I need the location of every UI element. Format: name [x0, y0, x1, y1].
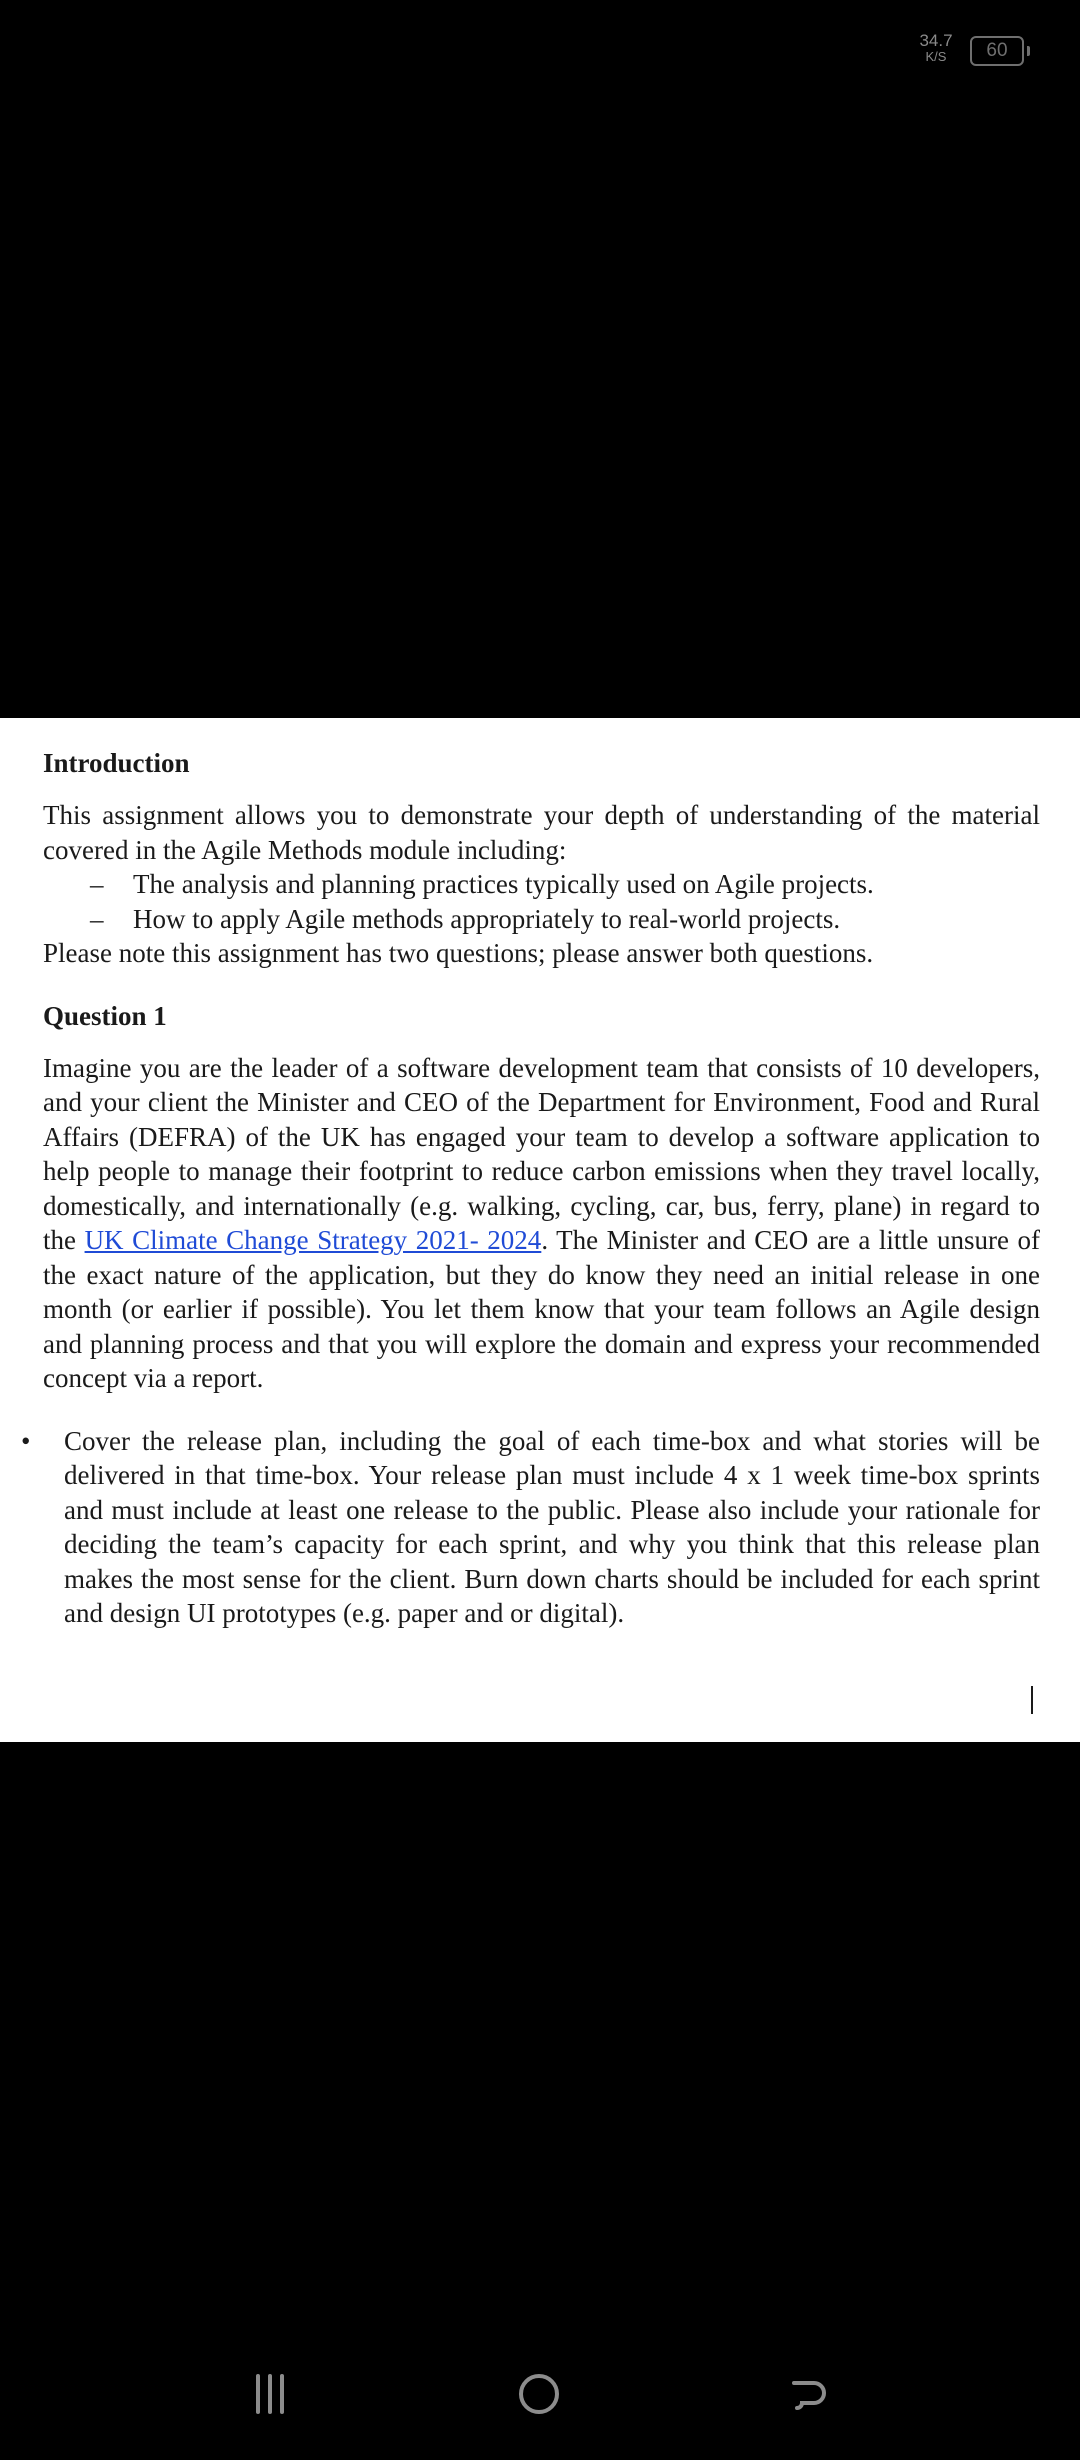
network-speed-value: 34.7 — [919, 31, 953, 50]
recent-apps-icon[interactable] — [254, 2374, 286, 2414]
list-item — [90, 902, 1040, 937]
question-text-end: . The Minister and CEO are a little unsure of the exact nature of the application, but they do know they need an initial release in one month (or earlier if possible). You let them know that your team follows an Agile design and planning process and that you will explore the domain and express your recommended concept via a report. — [43, 1225, 1040, 1393]
list-item-text: How to apply Agile methods appropriately to real-world projects. — [133, 903, 841, 934]
battery-tip — [1027, 46, 1030, 56]
uk-climate-strategy-link[interactable]: UK Climate Change Strategy 2021- 2024 — [84, 1225, 542, 1255]
list-item — [21, 1424, 1040, 1631]
battery-level: 60 — [986, 40, 1008, 61]
task-bullet-list — [21, 1424, 1040, 1631]
home-icon[interactable] — [519, 2374, 559, 2414]
back-icon[interactable] — [788, 2374, 828, 2414]
intro-paragraph: This assignment allows you to demonstrate your depth of understanding of the material covered in the Agile Methods module including: — [43, 800, 1040, 865]
bullet-icon: • — [21, 1425, 31, 1456]
list-item — [90, 867, 1040, 902]
question-text-start: Imagine you are the leader of a software development team that consists of 10 developers, and your client the Minister and CEO of the Department for Environment, Food and Rural Affairs (DEFRA) of the UK has engaged your team to develop a software application to help people to manage their footprint to reduce carbon emissions when they travel locally, domestically, and internationally (e.g. walking, cycling, car, bus, ferry, plane) in regard to the — [43, 1052, 1040, 1255]
intro-heading: Introduction — [43, 748, 190, 778]
network-speed-indicator — [916, 32, 956, 63]
status-bar — [0, 32, 1080, 76]
question-heading: Question 1 — [43, 1000, 167, 1031]
dash-icon: – — [90, 903, 104, 934]
intro-note: Please note this assignment has two questions; please answer both questions. — [43, 938, 874, 968]
document-page[interactable] — [0, 718, 1080, 1742]
navigation-bar — [0, 2360, 1080, 2460]
battery-icon — [970, 36, 1024, 66]
text-cursor — [1031, 1686, 1033, 1714]
network-speed-unit: K/S — [925, 49, 947, 64]
intro-list — [43, 867, 1040, 936]
list-item-text: The analysis and planning practices typically used on Agile projects. — [133, 869, 874, 899]
dash-icon: – — [90, 869, 104, 899]
question-paragraph — [43, 1051, 1040, 1396]
bullet-item-text: Cover the release plan, including the goal of each time-box and what stories will be delivered in that time-box. Your release plan must include 4 x 1 week time-box sprints and must include at least one release to the public. Please also include your rationale for deciding the team’s capacity for each sprint, and why you think that this release plan makes the most sense for the client. Burn down charts should be included for each sprint and design UI prototypes (e.g. paper and or digital). — [64, 1425, 1040, 1628]
